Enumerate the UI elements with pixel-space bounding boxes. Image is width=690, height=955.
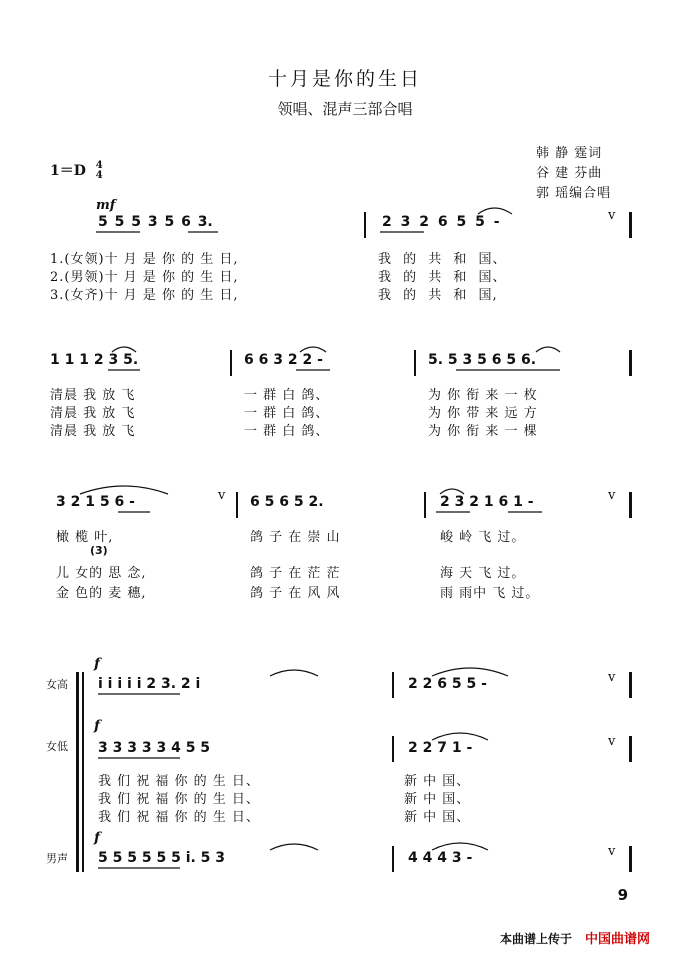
lyric-line-2c: 为 你 带 来 远 方	[428, 406, 538, 421]
slur	[440, 489, 464, 494]
lyric-line-1a: 1.(女领)十 月 是 你 的 生 日,	[50, 252, 239, 267]
lyric-line-3b: 新 中 国、	[404, 810, 471, 825]
part-label-men: 男声	[46, 852, 68, 865]
lyric-line-2a: 清晨 我 放 飞	[50, 406, 136, 421]
lyric-line-3c: 为 你 衔 来 一 棵	[428, 424, 538, 439]
song-subtitle: 领唱、混声三部合唱	[277, 100, 413, 118]
breath-mark: v	[218, 488, 226, 503]
part-label-alto: 女低	[46, 740, 68, 753]
lyric-line-3a: 3.(女齐)十 月 是 你 的 生 日,	[50, 288, 239, 303]
dynamic-f: f	[94, 656, 101, 672]
lyric-line-2b: 一 群 白 鸽、	[244, 406, 330, 421]
lyric-line-3a: 金 色的 麦 穗,	[56, 586, 147, 601]
time-bottom: 4	[95, 170, 103, 181]
arranger-credit: 郭 瑶编合唱	[536, 186, 612, 201]
lyric-line-3b: 我 的 共 和 国,	[378, 288, 498, 303]
part-label-soprano: 女高	[46, 678, 68, 691]
breath-mark: v	[608, 488, 616, 503]
slur	[432, 843, 488, 850]
slur	[432, 733, 488, 740]
soprano-notes-b: 2 2 6 5 5 -	[408, 676, 487, 692]
lyric-line-2b: 新 中 国、	[404, 792, 471, 807]
lyric-line-2a: 儿 女的 思 念,	[56, 566, 147, 581]
lyric-line-3b: 一 群 白 鸽、	[244, 424, 330, 439]
dynamic-f: f	[94, 718, 101, 734]
lyric-line-2b: 我 的 共 和 国、	[378, 270, 507, 285]
system1-notes-a: 5 5 5 3 5 6 3.	[98, 214, 213, 230]
time-top: 4	[95, 160, 103, 171]
lyricist-credit: 韩 静 霆词	[536, 146, 603, 161]
system3-notes-a: 3 2 1 5 6 -	[56, 494, 135, 510]
breath-mark: v	[608, 208, 616, 223]
lyric-line-2a: 我 们 祝 福 你 的 生 日、	[98, 792, 260, 807]
lyric-line-3a: 我 们 祝 福 你 的 生 日、	[98, 810, 260, 825]
lyric-line-3c: 雨 雨中 飞 过。	[440, 586, 540, 601]
breath-mark: v	[608, 844, 616, 859]
lyric-line-1a: 我 们 祝 福 你 的 生 日、	[98, 774, 260, 789]
slur	[432, 668, 508, 676]
system2-notes-a: 1 1 1 2 3 5.	[50, 352, 139, 368]
lyric-line-2a: 2.(男领)十 月 是 你 的 生 日,	[50, 270, 239, 285]
slur	[478, 208, 512, 214]
upload-note: 本曲谱上传于	[500, 932, 573, 946]
men-notes-b: 4 4 4 3 -	[408, 850, 473, 866]
system3-notes-c: 2 3 2 1 6 1 -	[440, 494, 534, 510]
lyric-line-1a: 清晨 我 放 飞	[50, 388, 136, 403]
page-number: 9	[617, 886, 628, 904]
song-title: 十月是你的生日	[267, 68, 422, 90]
system1-notes-b: 2 3 2 6 5 5 -	[382, 214, 500, 230]
breath-mark: v	[608, 670, 616, 685]
slur	[270, 670, 318, 676]
lyric-line-1c: 峻 岭 飞 过。	[440, 530, 526, 545]
lyric-line-2c: 海 天 飞 过。	[440, 566, 526, 581]
lyric-line-1b: 我 的 共 和 国、	[378, 252, 507, 267]
slur	[300, 347, 326, 352]
lyric-line-3b: 鸽 子 在 风 风	[250, 586, 341, 601]
lyric-line-1c: 为 你 衔 来 一 枚	[428, 388, 538, 403]
system2-notes-b: 6 6 3 2 2 -	[244, 352, 323, 368]
composer-credit: 谷 建 芬曲	[536, 166, 603, 181]
repeat-marker: (3)	[90, 544, 108, 557]
soprano-notes-a: i i i i i 2 3. 2 i	[98, 676, 201, 692]
slur	[536, 347, 560, 352]
lyric-line-1a: 橄 榄 叶,	[56, 530, 114, 545]
alto-notes-a: 3 3 3 3 3 4 5 5	[98, 740, 211, 756]
lyric-line-3a: 清晨 我 放 飞	[50, 424, 136, 439]
lyric-line-2b: 鸽 子 在 茫 茫	[250, 566, 341, 581]
lyric-line-1b: 一 群 白 鸽、	[244, 388, 330, 403]
system2-notes-c: 5. 5 3 5 6 5 6.	[428, 352, 537, 368]
men-notes-a: 5 5 5 5 5 5 i. 5 3	[98, 850, 226, 866]
key-label: 1＝D	[50, 163, 86, 179]
breath-mark: v	[608, 734, 616, 749]
alto-notes-b: 2 2 7 1 -	[408, 740, 473, 756]
slur	[80, 486, 168, 494]
slur	[270, 844, 318, 850]
site-logo: 中国曲谱网	[585, 932, 651, 947]
system3-notes-b: 6 5 6 5 2.	[250, 494, 324, 510]
lyric-line-1b: 新 中 国、	[404, 774, 471, 789]
dynamic-f: f	[94, 830, 101, 846]
lyric-line-1b: 鸽 子 在 崇 山	[250, 530, 341, 545]
slur	[112, 347, 136, 352]
dynamic-mf: mf	[96, 198, 116, 213]
